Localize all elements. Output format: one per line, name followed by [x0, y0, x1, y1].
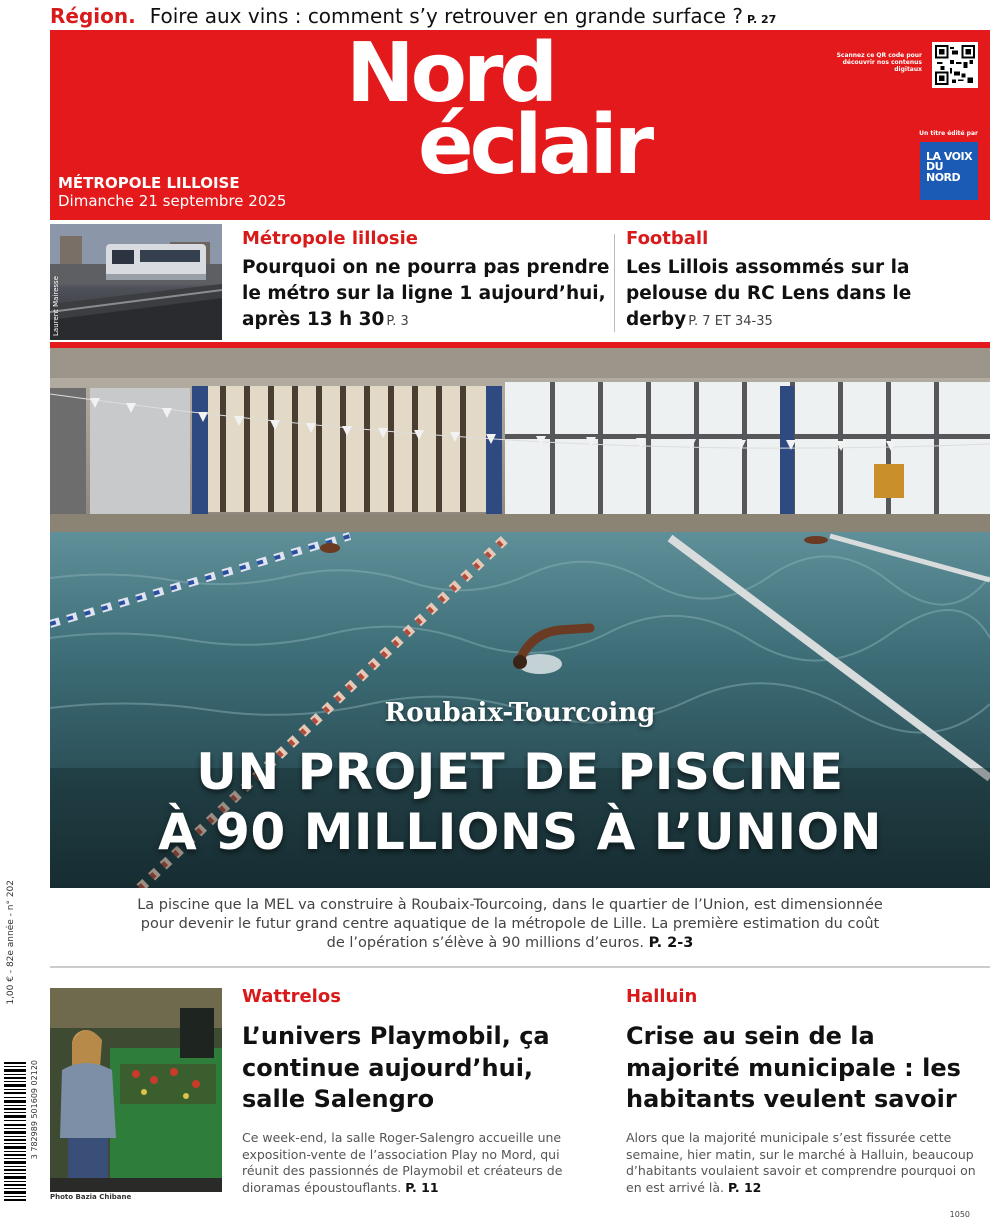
hero-story[interactable]: [50, 348, 990, 888]
teaser-football-headline: [626, 255, 986, 333]
hero-headline: [50, 742, 990, 862]
edition-area: MÉTROPOLE LILLOISE: [58, 174, 240, 192]
teaser-metro-page: P. 3: [386, 313, 409, 329]
story-wattrelos[interactable]: [242, 986, 592, 1197]
metro-photo-credit: Laurent Mairesse: [52, 276, 60, 336]
teaser-football-headline-text: Les Lillois assommés sur la pelouse du RC Lens dans le derby: [626, 257, 912, 330]
section-divider: [50, 966, 990, 968]
publisher-caption: Un titre édité par: [919, 130, 978, 137]
story-wattrelos-page: P. 11: [405, 1179, 439, 1195]
teaser-divider: [614, 234, 615, 332]
top-teaser-text: Foire aux vins : comment s’y retrouver en grande surface ?: [149, 4, 743, 28]
price-line: 1,00 € - 82e année - n° 202: [6, 880, 16, 1005]
story-halluin-page: P. 12: [728, 1179, 762, 1195]
teaser-football-page: P. 7 ET 34-35: [688, 313, 773, 329]
edition-date: Dimanche 21 septembre 2025: [58, 192, 287, 210]
teaser-metro-headline: [242, 255, 612, 333]
logo-line-1: Nord: [346, 26, 555, 121]
story-wattrelos-body: [242, 1130, 592, 1197]
publisher-logo[interactable]: LA VOIX DU NORD: [920, 142, 978, 200]
hero-lead: [130, 896, 890, 953]
teaser-metro-kicker: Métropole lillosie: [242, 228, 419, 249]
story-halluin-headline: Crise au sein de la majorité municipale : les habitants veulent savoir: [626, 1022, 961, 1114]
qr-code-icon[interactable]: [932, 42, 978, 88]
newspaper-logo[interactable]: [346, 26, 651, 194]
issue-code: 1050: [949, 1210, 970, 1219]
teaser-row: [50, 222, 990, 340]
edition-info: [58, 174, 286, 210]
story-halluin-kicker: Halluin: [626, 986, 698, 1007]
playmobil-photo: [50, 988, 222, 1192]
playmobil-photo-credit: Photo Bazia Chibane: [50, 1193, 132, 1201]
hero-lead-text: La piscine que la MEL va construire à Roubaix-Tourcoing, dans le quartier de l’Union, est dimensionnée pour devenir le futur grand centre aquatique de la métropole de Lille. La première estimation du coût de l’opération s’élève à 90 millions d’euros.: [137, 897, 883, 951]
logo-line-2: éclair: [418, 98, 651, 194]
top-teaser[interactable]: [50, 4, 950, 28]
story-wattrelos-headline: L’univers Playmobil, ça continue aujourd’hui, salle Salengro: [242, 1022, 550, 1114]
story-halluin-body: [626, 1130, 980, 1197]
barcode-number: 3 782989 501609 02120: [30, 1060, 39, 1160]
teaser-football-kicker: Football: [626, 228, 709, 249]
story-wattrelos-body-text: Ce week-end, la salle Roger-Salengro accueille une exposition-vente de l’association Play no Mord, qui réunit des passionnés de Playmobil et créateurs de dioramas époustouflants.: [242, 1130, 563, 1195]
hero-kicker: Roubaix-Tourcoing: [384, 698, 656, 728]
teaser-football[interactable]: [626, 228, 986, 333]
teaser-metro[interactable]: [242, 228, 612, 333]
hero-headline-line-1: UN PROJET DE PISCINE: [196, 743, 844, 801]
qr-caption: Scannez ce QR code pour découvrir nos contenus digitaux: [836, 52, 922, 74]
top-teaser-page: P. 27: [746, 13, 777, 26]
teaser-metro-headline-text: Pourquoi on ne pourra pas prendre le métro sur la ligne 1 aujourd’hui, après 13 h 30: [242, 257, 610, 330]
story-halluin[interactable]: [626, 986, 980, 1197]
top-teaser-kicker: Région.: [50, 4, 136, 28]
story-wattrelos-kicker: Wattrelos: [242, 986, 341, 1007]
metro-photo: [50, 224, 222, 340]
masthead: [50, 26, 990, 220]
hero-headline-line-2: À 90 MILLIONS À L’UNION: [158, 803, 882, 861]
story-halluin-body-text: Alors que la majorité municipale s’est fissurée cette semaine, hier matin, sur le marché à Halluin, beaucoup d’habitants voulaient savoir et comprendre pourquoi on en est arrivé là.: [626, 1130, 976, 1195]
hero-lead-page: P. 2-3: [648, 934, 694, 951]
